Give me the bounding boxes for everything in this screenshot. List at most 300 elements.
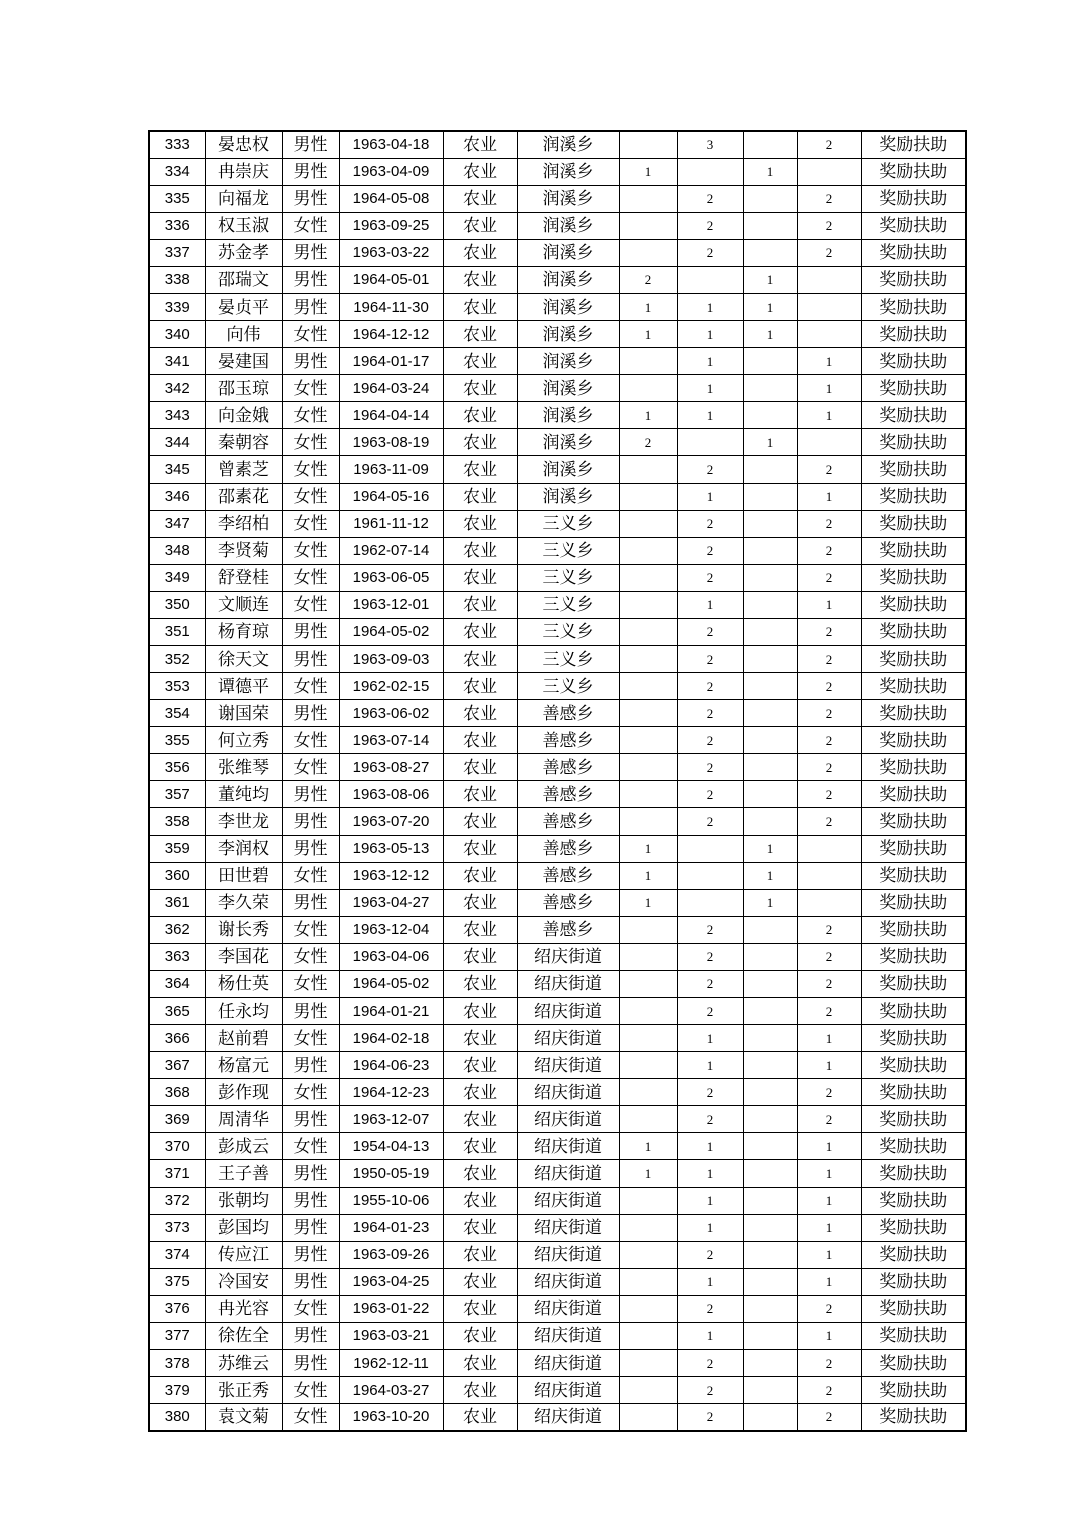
cell-birth-date: 1963-08-19	[339, 429, 443, 456]
cell-township: 润溪乡	[517, 185, 619, 212]
cell-count-4: 2	[797, 456, 861, 483]
cell-count-2: 1	[677, 1052, 743, 1079]
cell-occupation: 农业	[443, 1133, 517, 1160]
cell-count-2: 2	[677, 700, 743, 727]
cell-number: 372	[149, 1187, 205, 1214]
table-row	[149, 1187, 966, 1214]
cell-count-3: 1	[743, 293, 797, 320]
cell-count-2	[677, 889, 743, 916]
cell-count-2	[677, 835, 743, 862]
cell-number: 380	[149, 1404, 205, 1431]
cell-subsidy-type: 奖励扶助	[861, 185, 966, 212]
cell-count-4: 2	[797, 537, 861, 564]
cell-gender: 女性	[282, 862, 339, 889]
cell-occupation: 农业	[443, 835, 517, 862]
cell-township: 绍庆街道	[517, 970, 619, 997]
cell-count-3	[743, 1025, 797, 1052]
cell-name: 向伟	[205, 321, 282, 348]
cell-count-3: 1	[743, 321, 797, 348]
cell-subsidy-type: 奖励扶助	[861, 429, 966, 456]
cell-township: 润溪乡	[517, 348, 619, 375]
cell-count-3	[743, 1106, 797, 1133]
cell-count-2	[677, 266, 743, 293]
table-row	[149, 375, 966, 402]
cell-count-1: 1	[619, 402, 677, 429]
table-row	[149, 483, 966, 510]
cell-township: 绍庆街道	[517, 943, 619, 970]
cell-occupation: 农业	[443, 970, 517, 997]
table-row	[149, 998, 966, 1025]
cell-number: 354	[149, 700, 205, 727]
cell-count-1: 1	[619, 862, 677, 889]
cell-number: 356	[149, 754, 205, 781]
cell-name: 舒登桂	[205, 564, 282, 591]
cell-count-2: 2	[677, 970, 743, 997]
cell-count-1	[619, 943, 677, 970]
cell-occupation: 农业	[443, 185, 517, 212]
cell-count-3	[743, 564, 797, 591]
cell-name: 何立秀	[205, 727, 282, 754]
cell-count-2: 1	[677, 1160, 743, 1187]
cell-number: 371	[149, 1160, 205, 1187]
cell-count-4: 2	[797, 564, 861, 591]
cell-occupation: 农业	[443, 754, 517, 781]
cell-number: 365	[149, 998, 205, 1025]
cell-occupation: 农业	[443, 591, 517, 618]
cell-count-1: 1	[619, 889, 677, 916]
cell-gender: 男性	[282, 998, 339, 1025]
cell-count-2: 3	[677, 131, 743, 158]
cell-count-1: 1	[619, 321, 677, 348]
cell-subsidy-type: 奖励扶助	[861, 564, 966, 591]
cell-subsidy-type: 奖励扶助	[861, 835, 966, 862]
cell-township: 润溪乡	[517, 456, 619, 483]
cell-township: 善感乡	[517, 889, 619, 916]
cell-number: 369	[149, 1106, 205, 1133]
cell-birth-date: 1962-12-11	[339, 1350, 443, 1377]
cell-count-2: 2	[677, 754, 743, 781]
cell-occupation: 农业	[443, 916, 517, 943]
cell-subsidy-type: 奖励扶助	[861, 618, 966, 645]
cell-occupation: 农业	[443, 727, 517, 754]
cell-count-3: 1	[743, 158, 797, 185]
cell-number: 348	[149, 537, 205, 564]
cell-count-2: 2	[677, 537, 743, 564]
cell-township: 润溪乡	[517, 321, 619, 348]
cell-count-4: 2	[797, 1079, 861, 1106]
cell-count-4	[797, 158, 861, 185]
cell-township: 润溪乡	[517, 158, 619, 185]
cell-occupation: 农业	[443, 348, 517, 375]
cell-name: 向金娥	[205, 402, 282, 429]
cell-gender: 女性	[282, 212, 339, 239]
cell-birth-date: 1963-01-22	[339, 1295, 443, 1322]
cell-subsidy-type: 奖励扶助	[861, 293, 966, 320]
cell-count-3	[743, 645, 797, 672]
cell-number: 360	[149, 862, 205, 889]
cell-gender: 男性	[282, 1187, 339, 1214]
cell-count-1: 1	[619, 835, 677, 862]
cell-count-2: 2	[677, 916, 743, 943]
cell-count-4: 2	[797, 1377, 861, 1404]
cell-count-1	[619, 1025, 677, 1052]
cell-subsidy-type: 奖励扶助	[861, 862, 966, 889]
cell-gender: 女性	[282, 1404, 339, 1431]
cell-occupation: 农业	[443, 212, 517, 239]
table-row	[149, 808, 966, 835]
cell-name: 张正秀	[205, 1377, 282, 1404]
cell-gender: 男性	[282, 293, 339, 320]
cell-township: 润溪乡	[517, 239, 619, 266]
cell-subsidy-type: 奖励扶助	[861, 889, 966, 916]
table-row	[149, 645, 966, 672]
cell-number: 353	[149, 673, 205, 700]
cell-name: 李久荣	[205, 889, 282, 916]
cell-township: 绍庆街道	[517, 1350, 619, 1377]
cell-birth-date: 1961-11-12	[339, 510, 443, 537]
cell-gender: 男性	[282, 266, 339, 293]
cell-birth-date: 1963-12-01	[339, 591, 443, 618]
cell-gender: 男性	[282, 1214, 339, 1241]
cell-birth-date: 1963-08-06	[339, 781, 443, 808]
cell-count-1	[619, 673, 677, 700]
cell-count-2: 1	[677, 375, 743, 402]
cell-birth-date: 1954-04-13	[339, 1133, 443, 1160]
cell-number: 335	[149, 185, 205, 212]
cell-township: 三义乡	[517, 537, 619, 564]
cell-number: 344	[149, 429, 205, 456]
cell-count-2: 1	[677, 1187, 743, 1214]
cell-township: 绍庆街道	[517, 1214, 619, 1241]
cell-occupation: 农业	[443, 1404, 517, 1431]
cell-number: 357	[149, 781, 205, 808]
cell-occupation: 农业	[443, 1322, 517, 1349]
cell-birth-date: 1963-04-09	[339, 158, 443, 185]
cell-name: 徐天文	[205, 645, 282, 672]
cell-birth-date: 1964-01-17	[339, 348, 443, 375]
cell-name: 张朝均	[205, 1187, 282, 1214]
cell-birth-date: 1964-11-30	[339, 293, 443, 320]
cell-count-4: 2	[797, 510, 861, 537]
cell-subsidy-type: 奖励扶助	[861, 239, 966, 266]
table-row	[149, 1268, 966, 1295]
cell-township: 绍庆街道	[517, 1241, 619, 1268]
cell-occupation: 农业	[443, 375, 517, 402]
cell-subsidy-type: 奖励扶助	[861, 1377, 966, 1404]
cell-number: 361	[149, 889, 205, 916]
cell-township: 善感乡	[517, 754, 619, 781]
cell-count-4: 1	[797, 348, 861, 375]
cell-name: 王子善	[205, 1160, 282, 1187]
table-row	[149, 564, 966, 591]
cell-count-3: 1	[743, 835, 797, 862]
cell-count-2: 2	[677, 1079, 743, 1106]
cell-count-4: 2	[797, 1295, 861, 1322]
cell-number: 373	[149, 1214, 205, 1241]
cell-count-4: 1	[797, 402, 861, 429]
cell-township: 润溪乡	[517, 131, 619, 158]
cell-count-2: 2	[677, 727, 743, 754]
cell-count-2: 2	[677, 998, 743, 1025]
cell-name: 李贤菊	[205, 537, 282, 564]
cell-gender: 男性	[282, 131, 339, 158]
cell-birth-date: 1963-04-25	[339, 1268, 443, 1295]
cell-occupation: 农业	[443, 321, 517, 348]
table-row	[149, 402, 966, 429]
cell-name: 苏金孝	[205, 239, 282, 266]
cell-gender: 男性	[282, 1268, 339, 1295]
cell-birth-date: 1964-05-02	[339, 618, 443, 645]
cell-name: 张维琴	[205, 754, 282, 781]
cell-township: 绍庆街道	[517, 998, 619, 1025]
cell-name: 权玉淑	[205, 212, 282, 239]
cell-count-2: 2	[677, 943, 743, 970]
cell-count-2: 2	[677, 564, 743, 591]
cell-count-2	[677, 429, 743, 456]
cell-subsidy-type: 奖励扶助	[861, 1268, 966, 1295]
table-row	[149, 754, 966, 781]
cell-count-1	[619, 645, 677, 672]
cell-count-3	[743, 483, 797, 510]
cell-occupation: 农业	[443, 781, 517, 808]
cell-name: 苏维云	[205, 1350, 282, 1377]
cell-count-3	[743, 131, 797, 158]
cell-count-4: 2	[797, 943, 861, 970]
cell-occupation: 农业	[443, 429, 517, 456]
cell-subsidy-type: 奖励扶助	[861, 1350, 966, 1377]
cell-count-2: 2	[677, 456, 743, 483]
cell-name: 李国花	[205, 943, 282, 970]
cell-subsidy-type: 奖励扶助	[861, 510, 966, 537]
cell-count-3	[743, 1052, 797, 1079]
table-row	[149, 212, 966, 239]
cell-occupation: 农业	[443, 1160, 517, 1187]
cell-subsidy-type: 奖励扶助	[861, 700, 966, 727]
table-row	[149, 1214, 966, 1241]
table-row	[149, 781, 966, 808]
cell-count-2: 2	[677, 618, 743, 645]
table-body	[149, 131, 966, 1431]
cell-count-4: 2	[797, 131, 861, 158]
cell-count-4: 1	[797, 591, 861, 618]
cell-count-2: 1	[677, 1133, 743, 1160]
cell-occupation: 农业	[443, 239, 517, 266]
table-row	[149, 1322, 966, 1349]
cell-count-4: 1	[797, 1187, 861, 1214]
cell-occupation: 农业	[443, 1187, 517, 1214]
cell-count-1	[619, 185, 677, 212]
cell-township: 绍庆街道	[517, 1377, 619, 1404]
cell-occupation: 农业	[443, 1025, 517, 1052]
cell-township: 绍庆街道	[517, 1133, 619, 1160]
cell-count-4	[797, 889, 861, 916]
table-row	[149, 348, 966, 375]
table-row	[149, 1052, 966, 1079]
cell-occupation: 农业	[443, 1106, 517, 1133]
cell-township: 善感乡	[517, 916, 619, 943]
cell-name: 邵玉琼	[205, 375, 282, 402]
cell-count-1	[619, 700, 677, 727]
cell-number: 349	[149, 564, 205, 591]
cell-count-2: 1	[677, 1322, 743, 1349]
cell-number: 342	[149, 375, 205, 402]
cell-count-3	[743, 700, 797, 727]
cell-count-4: 1	[797, 1322, 861, 1349]
cell-count-1	[619, 754, 677, 781]
cell-count-3	[743, 754, 797, 781]
cell-township: 绍庆街道	[517, 1295, 619, 1322]
cell-count-2: 2	[677, 673, 743, 700]
cell-count-1	[619, 1241, 677, 1268]
cell-township: 绍庆街道	[517, 1404, 619, 1431]
cell-township: 绍庆街道	[517, 1025, 619, 1052]
cell-gender: 女性	[282, 754, 339, 781]
cell-count-1	[619, 808, 677, 835]
cell-count-4	[797, 862, 861, 889]
cell-count-3: 1	[743, 889, 797, 916]
cell-township: 绍庆街道	[517, 1079, 619, 1106]
cell-number: 366	[149, 1025, 205, 1052]
cell-count-1: 1	[619, 293, 677, 320]
cell-count-4: 1	[797, 1268, 861, 1295]
table-row	[149, 429, 966, 456]
cell-count-4: 2	[797, 727, 861, 754]
table-row	[149, 1025, 966, 1052]
cell-township: 绍庆街道	[517, 1268, 619, 1295]
cell-occupation: 农业	[443, 889, 517, 916]
cell-subsidy-type: 奖励扶助	[861, 1079, 966, 1106]
cell-name: 周清华	[205, 1106, 282, 1133]
table-row	[149, 1106, 966, 1133]
cell-number: 358	[149, 808, 205, 835]
table-row	[149, 239, 966, 266]
cell-subsidy-type: 奖励扶助	[861, 943, 966, 970]
cell-count-4: 2	[797, 781, 861, 808]
cell-count-3	[743, 348, 797, 375]
cell-count-3	[743, 1295, 797, 1322]
cell-birth-date: 1963-11-09	[339, 456, 443, 483]
cell-number: 338	[149, 266, 205, 293]
table-row	[149, 131, 966, 158]
cell-subsidy-type: 奖励扶助	[861, 266, 966, 293]
cell-occupation: 农业	[443, 1241, 517, 1268]
cell-gender: 女性	[282, 1133, 339, 1160]
cell-subsidy-type: 奖励扶助	[861, 483, 966, 510]
cell-subsidy-type: 奖励扶助	[861, 348, 966, 375]
cell-count-1	[619, 212, 677, 239]
data-table	[148, 130, 967, 1432]
cell-name: 晏忠权	[205, 131, 282, 158]
cell-name: 李绍柏	[205, 510, 282, 537]
cell-gender: 女性	[282, 564, 339, 591]
cell-count-2: 1	[677, 1214, 743, 1241]
table-row	[149, 1350, 966, 1377]
cell-gender: 女性	[282, 1295, 339, 1322]
cell-name: 赵前碧	[205, 1025, 282, 1052]
cell-count-2: 1	[677, 1025, 743, 1052]
cell-count-2: 2	[677, 1295, 743, 1322]
cell-name: 杨育琼	[205, 618, 282, 645]
cell-name: 谢长秀	[205, 916, 282, 943]
cell-subsidy-type: 奖励扶助	[861, 456, 966, 483]
cell-number: 347	[149, 510, 205, 537]
cell-count-2: 2	[677, 1377, 743, 1404]
cell-count-4: 1	[797, 1214, 861, 1241]
cell-birth-date: 1964-06-23	[339, 1052, 443, 1079]
cell-count-4	[797, 321, 861, 348]
cell-gender: 男性	[282, 645, 339, 672]
cell-gender: 女性	[282, 1377, 339, 1404]
cell-gender: 男性	[282, 239, 339, 266]
cell-township: 润溪乡	[517, 483, 619, 510]
cell-count-4: 2	[797, 212, 861, 239]
cell-number: 359	[149, 835, 205, 862]
cell-township: 绍庆街道	[517, 1160, 619, 1187]
cell-count-3	[743, 1187, 797, 1214]
table-row	[149, 456, 966, 483]
cell-occupation: 农业	[443, 645, 517, 672]
cell-birth-date: 1964-05-16	[339, 483, 443, 510]
cell-township: 润溪乡	[517, 212, 619, 239]
cell-count-2: 2	[677, 1350, 743, 1377]
cell-number: 339	[149, 293, 205, 320]
cell-count-3	[743, 239, 797, 266]
cell-gender: 女性	[282, 402, 339, 429]
cell-count-3	[743, 456, 797, 483]
cell-occupation: 农业	[443, 1268, 517, 1295]
cell-number: 334	[149, 158, 205, 185]
cell-township: 润溪乡	[517, 266, 619, 293]
table-row	[149, 727, 966, 754]
cell-birth-date: 1964-01-23	[339, 1214, 443, 1241]
cell-occupation: 农业	[443, 1079, 517, 1106]
cell-township: 三义乡	[517, 645, 619, 672]
cell-name: 任永均	[205, 998, 282, 1025]
cell-township: 绍庆街道	[517, 1187, 619, 1214]
cell-birth-date: 1963-10-20	[339, 1404, 443, 1431]
cell-birth-date: 1963-03-22	[339, 239, 443, 266]
table-row	[149, 970, 966, 997]
table-row	[149, 158, 966, 185]
table-row	[149, 1133, 966, 1160]
cell-number: 333	[149, 131, 205, 158]
cell-count-3	[743, 1133, 797, 1160]
cell-number: 345	[149, 456, 205, 483]
cell-number: 350	[149, 591, 205, 618]
cell-count-2: 2	[677, 212, 743, 239]
cell-birth-date: 1963-05-13	[339, 835, 443, 862]
cell-birth-date: 1950-05-19	[339, 1160, 443, 1187]
cell-count-3	[743, 1241, 797, 1268]
cell-gender: 女性	[282, 483, 339, 510]
cell-occupation: 农业	[443, 483, 517, 510]
table-row	[149, 673, 966, 700]
cell-township: 润溪乡	[517, 402, 619, 429]
cell-township: 润溪乡	[517, 375, 619, 402]
cell-name: 邵素花	[205, 483, 282, 510]
cell-count-3	[743, 1214, 797, 1241]
cell-count-2: 2	[677, 239, 743, 266]
cell-birth-date: 1963-12-04	[339, 916, 443, 943]
cell-count-2: 2	[677, 185, 743, 212]
cell-count-3	[743, 727, 797, 754]
cell-gender: 男性	[282, 1322, 339, 1349]
cell-gender: 女性	[282, 727, 339, 754]
cell-name: 邵瑞文	[205, 266, 282, 293]
cell-township: 润溪乡	[517, 429, 619, 456]
cell-birth-date: 1963-04-06	[339, 943, 443, 970]
cell-township: 善感乡	[517, 808, 619, 835]
